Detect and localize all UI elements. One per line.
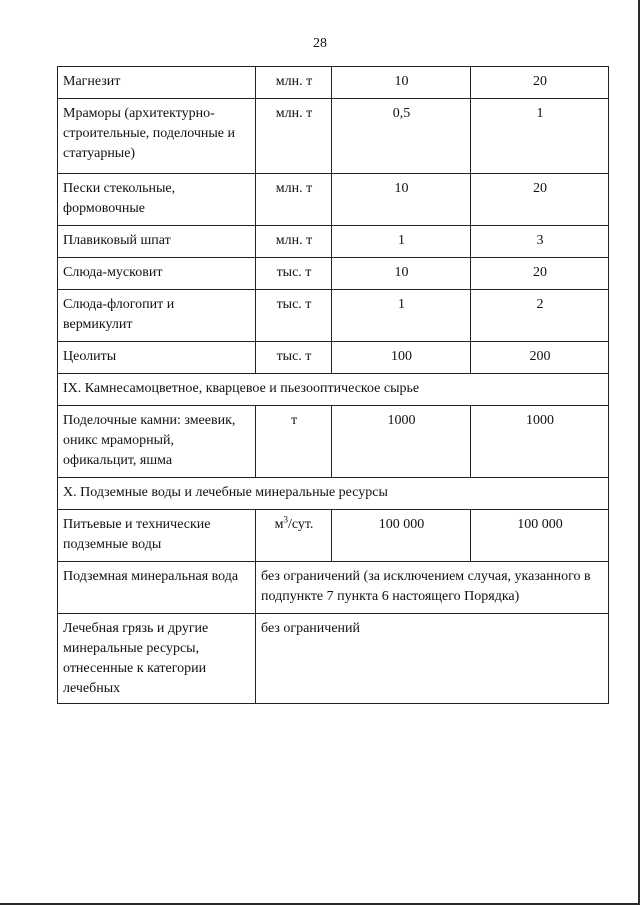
- section-row-x: [58, 478, 609, 510]
- value-2: 3: [471, 226, 609, 258]
- unit-suffix: /сут.: [287, 517, 314, 532]
- unit: млн. т: [256, 226, 332, 258]
- resource-name: Пески стекольные, формовочные: [58, 174, 256, 226]
- value-2: 2: [471, 290, 609, 342]
- table-row-marble: [58, 99, 609, 174]
- value-1: 100: [332, 342, 471, 374]
- unit-base: м: [274, 517, 284, 532]
- value-2: 1000: [471, 406, 609, 478]
- section-heading: X. Подземные воды и лечебные минеральные ресурсы: [58, 478, 609, 510]
- value-2: 20: [471, 67, 609, 99]
- resource-name: Мраморы (архитектурно- строительные, поделочные и статуарные): [58, 99, 256, 174]
- resource-name: Подземная минеральная вода: [58, 562, 256, 614]
- unit: млн. т: [256, 174, 332, 226]
- value-1: 1000: [332, 406, 471, 478]
- table-row-fluorspar: [58, 226, 609, 258]
- limit-note: без ограничений (за исключением случая, указанного в подпункте 7 пункта 6 настоящего Порядка): [256, 562, 609, 614]
- table-row-ornamental-stones: [58, 406, 609, 478]
- resource-name: Слюда-мусковит: [58, 258, 256, 290]
- value-1: 100 000: [332, 510, 471, 562]
- unit: млн. т: [256, 67, 332, 99]
- resources-table: [57, 66, 609, 704]
- table-row-magnesite: [58, 67, 609, 99]
- value-1: 1: [332, 290, 471, 342]
- value-1: 0,5: [332, 99, 471, 174]
- page-number: 28: [313, 36, 327, 51]
- section-heading: IX. Камнесамоцветное, кварцевое и пьезооптическое сырье: [58, 374, 609, 406]
- resource-name: Поделочные камни: змеевик, оникс мраморный, офикальцит, яшма: [58, 406, 256, 478]
- resource-name: Магнезит: [58, 67, 256, 99]
- value-2: 100 000: [471, 510, 609, 562]
- table-row-therapeutic-mud: [58, 614, 609, 704]
- limit-note: без ограничений: [256, 614, 609, 704]
- table-row-mineral-water: [58, 562, 609, 614]
- value-2: 200: [471, 342, 609, 374]
- value-1: 10: [332, 67, 471, 99]
- value-2: 20: [471, 174, 609, 226]
- unit-exponent: 3: [283, 514, 288, 525]
- resource-name: Плавиковый шпат: [58, 226, 256, 258]
- value-1: 10: [332, 174, 471, 226]
- resource-name: Питьевые и технические подземные воды: [58, 510, 256, 562]
- unit: тыс. т: [256, 290, 332, 342]
- section-row-ix: [58, 374, 609, 406]
- table-row-groundwater: [58, 510, 609, 562]
- resource-name: Слюда-флогопит и вермикулит: [58, 290, 256, 342]
- value-1: 1: [332, 226, 471, 258]
- value-1: 10: [332, 258, 471, 290]
- resource-name: Цеолиты: [58, 342, 256, 374]
- table-row-sands: [58, 174, 609, 226]
- unit: т: [256, 406, 332, 478]
- resource-name: Лечебная грязь и другие минеральные ресурсы, отнесенные к категории лечебных: [58, 614, 256, 704]
- unit: [256, 510, 332, 562]
- table-row-muscovite: [58, 258, 609, 290]
- unit: млн. т: [256, 99, 332, 174]
- unit: тыс. т: [256, 258, 332, 290]
- value-2: 20: [471, 258, 609, 290]
- table-row-phlogopite: [58, 290, 609, 342]
- value-2: 1: [471, 99, 609, 174]
- table-row-zeolites: [58, 342, 609, 374]
- unit: тыс. т: [256, 342, 332, 374]
